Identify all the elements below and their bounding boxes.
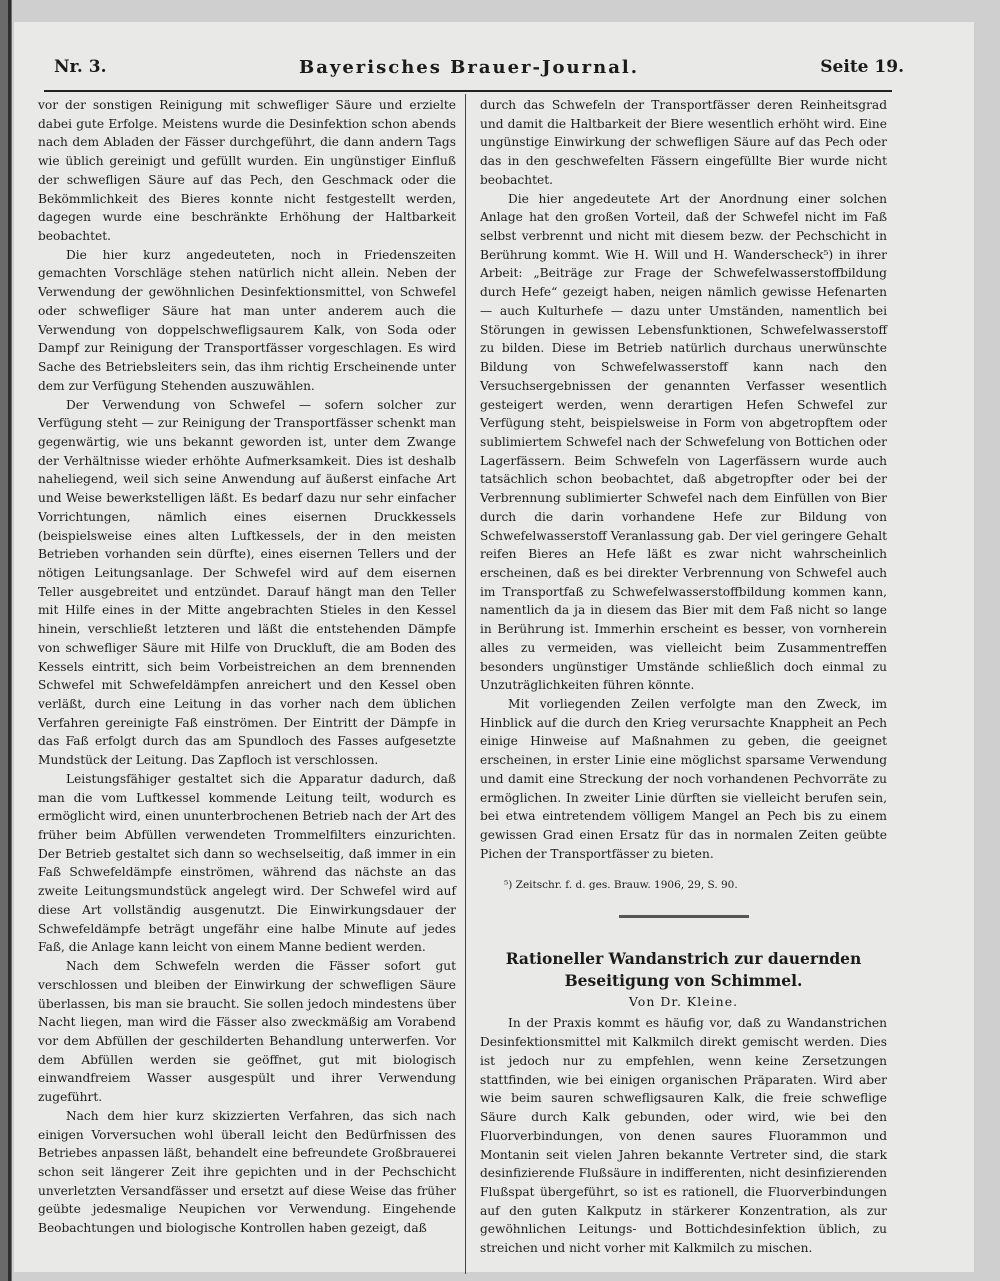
journal-page: [14, 22, 974, 1272]
scan-binding-shadow: [8, 0, 11, 1281]
right-column: [480, 96, 887, 1258]
section-divider: [619, 915, 749, 918]
column-divider: [465, 94, 466, 1274]
left-column: [38, 96, 456, 1238]
page-number: Seite 19.: [820, 57, 904, 77]
page-header: [34, 57, 904, 85]
paragraph: Die hier kurz angedeuteten, noch in Friedenszeiten gemachten Vorschläge stehen natürlich nicht allein. Neben der Verwendung der gewöhnlichen Desinfektionsmittel, von Schwefel oder schwefliger Säure hat man unter anderem auch die Verwendung von doppelschwefligsaurem Kalk, von Soda oder Dampf zur Reinigung der Transportfässer vorgeschlagen. Es wird Sache des Betriebsleiters sein, das ihm richtig Erscheinende unter dem zur Verfügung Stehenden auszuwählen.: [38, 247, 456, 393]
paragraph: Leistungsfähiger gestaltet sich die Apparatur dadurch, daß man die vom Luftkessel kommende Leitung teilt, wodurch es ermöglicht wird, einen ununterbrochenen Betrieb nach der Art des früher beim Abfüllen verwendeten Trommelfilters einzurichten. Der Betrieb gestaltet sich dann so wechselseitig, daß immer in ein Faß Schwefeldämpfe einströmen, während das nächste an das zweite Leitungsmundstück angelegt wird. Der Schwefel wird auf diese Art vollständig ausgenutzt. Die Einwirkungsdauer der Schwefeldämpfe beträgt ungefähr eine halbe Minute auf jedes Faß, die Anlage kann leicht von einem Manne bedient werden.: [38, 771, 456, 955]
article-byline: Von Dr. Kleine.: [628, 994, 739, 1010]
paragraph: In der Praxis kommt es häufig vor, daß zu Wandanstrichen Desinfektionsmittel mit Kalkmilch direkt gemischt werden. Dies ist jedoch nur zu empfehlen, wenn keine Zersetzungen stattfinden, wie bei einigen organischen Präparaten. Wird aber wie beim sauren schwefligsauren Kalk, die freie schweflige Säure durch Kalk gebunden, oder wird, wie bei den Fluorverbindungen, von denen saures Fluorammon und Montanin seit vielen Jahren bekannte Vertreter sind, die stark desinfizierende Flußsäure in indifferenten, nicht desinfizierenden Flußspat übergeführt, so ist es rationell, die Fluorverbindungen auf den guten Kalkputz in stärkerer Konzentration, als zur gewöhnlichen Leitungs- und Bottichdesinfektion üblich, zu streichen und nicht vorher mit Kalkmilch zu mischen.: [480, 1016, 887, 1256]
paragraph: Mit vorliegenden Zeilen verfolgte man den Zweck, im Hinblick auf die durch den Krieg verursachte Knappheit an Pech einige Hinweise auf Maßnahmen zu geben, die geeignet erscheinen, in erster Linie eine möglichst sparsame Verwendung und damit eine Streckung der noch vorhandenen Pechvorräte zu ermöglichen. In zweiter Linie dürften sie vielleicht berufen sein, bei etwa eintretendem völligem Mangel an Pech bis zu einem gewissen Grad einen Ersatz für das in normalen Zeiten geübte Pichen der Transportfässer zu bieten.: [480, 697, 887, 861]
paragraph: Nach dem Schwefeln werden die Fässer sofort gut verschlossen und bleiben der Einwirkung der schwefligen Säure überlassen, bis man sie braucht. Sie sollen jedoch mindestens über Nacht liegen, man wird die Fässer also zweckmäßig am Vorabend vor dem Abfüllen der geschilderten Behandlung unterwerfen. Vor dem Abfüllen werden sie geöffnet, gut mit biologisch einwandfreiem Wasser ausgespült und ihrer Verwendung zugeführt.: [38, 959, 456, 1105]
paragraph: Die hier angedeutete Art der Anordnung einer solchen Anlage hat den großen Vorteil, daß der Schwefel nicht im Faß selbst verbrennt und nicht mit diesem bezw. der Pechschicht in Berührung kommt. Wie H. Will und H. Wanderscheck⁵) in ihrer Arbeit: „Beiträge zur Frage der Schwefelwasserstoffbildung durch Hefe“ gezeigt haben, neigen nämlich gewisse Hefenarten — auch Kulturhefe — dazu unter Umständen, namentlich bei Störungen in gewissen Lebensfunktionen, Schwefelwasserstoff zu bilden. Diese im Betrieb natürlich durchaus unerwünschte Bildung von Schwefelwasserstoff kann nach den Versuchsergebnissen der genannten Verfasser wesentlich gesteigert werden, wenn derartigen Hefen Schwefel zur Verfügung steht, beispielsweise in Form von abgetropftem oder sublimiertem Schwefel nach der Schwefelung von Bottichen oder Lagerfässern. Beim Schwefeln von Lagerfässern wurde auch tatsächlich schon beobachtet, daß abgetropfter oder bei der Verbrennung sublimierter Schwefel nach dem Einfüllen von Bier durch die darin vorhandene Hefe zur Bildung von Schwefelwasserstoff Veranlassung gab. Der viel geringere Gehalt reifen Bieres an Hefe läßt es zwar nicht wahrscheinlich erscheinen, daß es bei direkter Verbrennung von Schwefel auch im Transportfaß zu Schwefelwasserstoffbildung kommen kann, namentlich da ja in diesem das Bier mit dem Faß nicht so lange in Berührung ist. Immerhin erscheint es besser, von vornherein alles zu vermeiden, was vielleicht beim Zusammentreffen besonders ungünstiger Umstände schließlich doch einmal zu Unzuträglichkeiten führen könnte.: [480, 191, 887, 693]
paragraph: durch das Schwefeln der Transportfässer deren Reinheitsgrad und damit die Haltbarkeit der Biere wesentlich erhöht wird. Eine ungünstige Einwirkung der schwefligen Säure auf das Pech oder das in den geschwefelten Fässern eingefüllte Bier wurde nicht beobachtet.: [480, 98, 887, 187]
paragraph: Der Verwendung von Schwefel — sofern solcher zur Verfügung steht — zur Reinigung der Transportfässer schenkt man gegenwärtig, wie uns bekannt geworden ist, unter dem Zwange der Verhältnisse wieder erhöhte Aufmerksamkeit. Dies ist deshalb naheliegend, weil sich seine Anwendung auf äußerst einfache Art und Weise bewerkstelligen läßt. Es bedarf dazu nur sehr einfacher Vorrichtungen, nämlich eines eisernen Druckkessels (beispielsweise eines alten Luftkessels, der in den meisten Betrieben vorhanden sein dürfte), eines eisernen Tellers und der nötigen Leitungsanlage. Der Schwefel wird auf dem eisernen Teller ausgebreitet und entzündet. Darauf hängt man den Teller mit Hilfe eines in der Mitte angebrachten Stieles in den Kessel hinein, verschließt letzteren und läßt die entstehenden Dämpfe von schwefliger Säure mit Hilfe von Druckluft, die am Boden des Kessels eintritt, sich beim Vorbeistreichen an dem brennenden Schwefel mit Schwefeldämpfen anreichert und den Kessel oben verläßt, durch eine Leitung in das vorher nach dem üblichen Verfahren gereinigte Faß einströmen. Der Eintritt der Dämpfe in das Faß erfolgt durch das am Spundloch des Fasses aufgesetzte Mundstück der Leitung. Das Zapfloch ist verschlossen.: [38, 397, 456, 768]
footnote: ⁵) Zeitschr. f. d. ges. Brauw. 1906, 29, S. 90.: [504, 879, 738, 892]
article-title: Rationeller Wandanstrich zur dauernden Beseitigung von Schimmel.: [505, 949, 862, 991]
paragraph: Nach dem hier kurz skizzierten Verfahren, das sich nach einigen Vorversuchen wohl überall leicht den Bedürfnissen des Betriebes anpassen läßt, behandelt eine befreundete Großbrauerei schon seit längerer Zeit ihre gepichten und in der Pechschicht unverletzten Versandfässer und ersetzt auf diese Weise das früher geübte jedesmalige Neupichen vor Verwendung. Eingehende Beobachtungen und biologische Kontrollen haben gezeigt, daß: [38, 1108, 456, 1236]
journal-title: Bayerisches Brauer-Journal.: [299, 57, 639, 78]
paragraph: vor der sonstigen Reinigung mit schwefliger Säure und erzielte dabei gute Erfolge. Meistens wurde die Desinfektion schon abends nach dem Abladen der Fässer durchgeführt, die dann andern Tags wie üblich gereinigt und gefüllt wurden. Ein ungünstiger Einfluß der schwefligen Säure auf das Pech, den Geschmack oder die Bekömmlichkeit des Bieres konnte nicht festgestellt werden, dagegen wurde eine beschränkte Erhöhung der Haltbarkeit beobachtet.: [38, 98, 456, 244]
issue-number: Nr. 3.: [54, 57, 107, 77]
header-rule: [44, 90, 892, 92]
